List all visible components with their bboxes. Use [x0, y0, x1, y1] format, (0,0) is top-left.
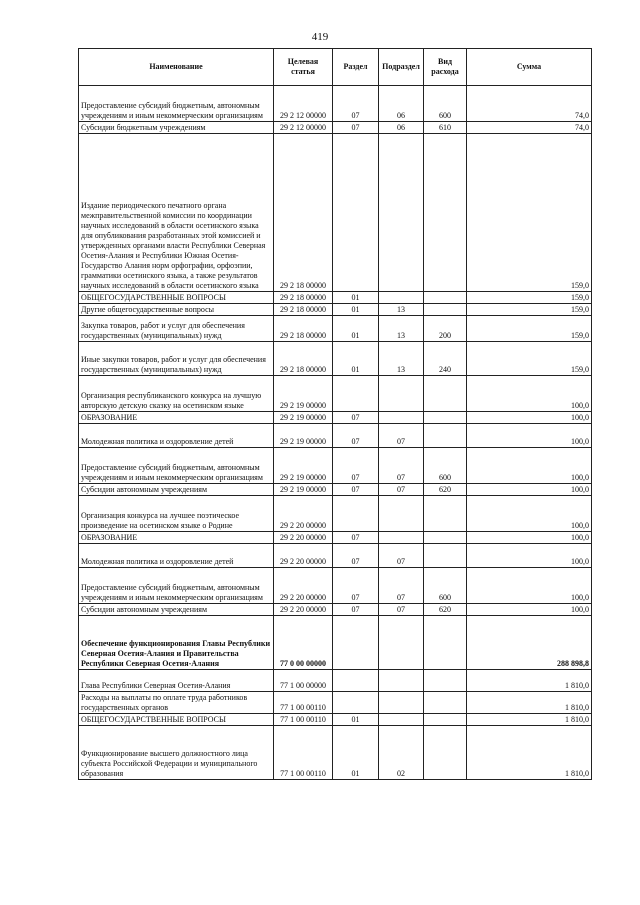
cell-kind — [424, 376, 467, 412]
cell-subsection — [379, 714, 424, 726]
cell-sum: 159,0 — [467, 304, 592, 316]
cell-section — [333, 670, 379, 692]
cell-name: ОБЩЕГОСУДАРСТВЕННЫЕ ВОПРОСЫ — [79, 292, 274, 304]
cell-section: 07 — [333, 484, 379, 496]
cell-name: Субсидии бюджетным учреждениям — [79, 122, 274, 134]
cell-section: 07 — [333, 568, 379, 604]
cell-name: Организация конкурса на лучшее поэтическое произведение на осетинском языке о Родине — [79, 496, 274, 532]
table-row — [79, 412, 592, 424]
cell-name: ОБЩЕГОСУДАРСТВЕННЫЕ ВОПРОСЫ — [79, 714, 274, 726]
header-subsection: Подраздел — [379, 49, 424, 86]
cell-target-code: 29 2 19 00000 — [274, 424, 333, 448]
cell-section: 01 — [333, 726, 379, 780]
cell-target-code: 29 2 18 00000 — [274, 342, 333, 376]
cell-section: 07 — [333, 122, 379, 134]
table-row — [79, 122, 592, 134]
cell-name: Глава Республики Северная Осетия-Алания — [79, 670, 274, 692]
cell-sum: 159,0 — [467, 292, 592, 304]
cell-kind: 240 — [424, 342, 467, 376]
cell-section: 07 — [333, 412, 379, 424]
cell-subsection — [379, 692, 424, 714]
table-row — [79, 568, 592, 604]
cell-target-code: 29 2 18 00000 — [274, 134, 333, 292]
table-row — [79, 544, 592, 568]
cell-section: 07 — [333, 448, 379, 484]
cell-kind — [424, 292, 467, 304]
cell-target-code: 29 2 19 00000 — [274, 484, 333, 496]
cell-kind: 600 — [424, 568, 467, 604]
cell-sum: 100,0 — [467, 568, 592, 604]
table-row — [79, 316, 592, 342]
cell-target-code: 29 2 18 00000 — [274, 316, 333, 342]
budget-table — [78, 48, 592, 780]
cell-target-code: 29 2 18 00000 — [274, 304, 333, 316]
cell-sum: 159,0 — [467, 316, 592, 342]
cell-name: Предоставление субсидий бюджетным, автономным учреждениям и иным некоммерческим организациям — [79, 568, 274, 604]
cell-section: 01 — [333, 304, 379, 316]
cell-subsection: 06 — [379, 86, 424, 122]
header-sum: Сумма — [467, 49, 592, 86]
cell-subsection: 07 — [379, 424, 424, 448]
cell-sum: 100,0 — [467, 412, 592, 424]
cell-name: Предоставление субсидий бюджетным, автономным учреждениям и иным некоммерческим организациям — [79, 448, 274, 484]
cell-sum: 100,0 — [467, 448, 592, 484]
cell-subsection: 13 — [379, 316, 424, 342]
cell-sum: 288 898,8 — [467, 616, 592, 670]
cell-name: Издание периодического печатного органа межправительственной комиссии по координации научных исследований в области осетинского языка для опубликования разработанных этой комиссией и утвержденных органами власти Республики Северная Осетия-Алания и Республики Южная Осетия-Государство Алания норм орфографии, орфоэпии, грамматики осетинского языка, а также результатов научных исследований в области осетинского языка — [79, 134, 274, 292]
header-kind: Вид расхода — [424, 49, 467, 86]
cell-target-code: 77 1 00 00110 — [274, 714, 333, 726]
cell-subsection — [379, 134, 424, 292]
cell-section: 07 — [333, 532, 379, 544]
page-number: 419 — [311, 31, 329, 43]
table-row — [79, 532, 592, 544]
cell-kind — [424, 496, 467, 532]
cell-subsection: 07 — [379, 544, 424, 568]
cell-kind — [424, 544, 467, 568]
table-row — [79, 496, 592, 532]
cell-sum: 74,0 — [467, 86, 592, 122]
cell-name: Закупка товаров, работ и услуг для обеспечения государственных (муниципальных) нужд — [79, 316, 274, 342]
cell-subsection — [379, 496, 424, 532]
cell-subsection — [379, 532, 424, 544]
cell-sum: 1 810,0 — [467, 692, 592, 714]
cell-sum: 1 810,0 — [467, 726, 592, 780]
cell-sum: 159,0 — [467, 134, 592, 292]
cell-subsection: 06 — [379, 122, 424, 134]
cell-sum: 100,0 — [467, 604, 592, 616]
cell-sum: 159,0 — [467, 342, 592, 376]
cell-target-code: 29 2 12 00000 — [274, 122, 333, 134]
cell-section: 01 — [333, 342, 379, 376]
table-row — [79, 376, 592, 412]
cell-name: Молодежная политика и оздоровление детей — [79, 544, 274, 568]
cell-name: ОБРАЗОВАНИЕ — [79, 532, 274, 544]
cell-section: 07 — [333, 544, 379, 568]
cell-kind — [424, 714, 467, 726]
cell-kind — [424, 726, 467, 780]
cell-name: Другие общегосударственные вопросы — [79, 304, 274, 316]
table-header-row — [79, 49, 592, 86]
cell-sum: 100,0 — [467, 532, 592, 544]
cell-kind — [424, 304, 467, 316]
cell-section — [333, 496, 379, 532]
table-row — [79, 292, 592, 304]
table-row — [79, 692, 592, 714]
cell-section — [333, 376, 379, 412]
header-target: Целевая статья — [274, 49, 333, 86]
cell-name: Предоставление субсидий бюджетным, автономным учреждениям и иным некоммерческим организациям — [79, 86, 274, 122]
cell-sum: 100,0 — [467, 544, 592, 568]
cell-target-code: 29 2 20 00000 — [274, 532, 333, 544]
cell-section: 01 — [333, 316, 379, 342]
cell-kind: 200 — [424, 316, 467, 342]
cell-section: 07 — [333, 424, 379, 448]
cell-section: 01 — [333, 714, 379, 726]
cell-subsection — [379, 376, 424, 412]
table-row — [79, 714, 592, 726]
cell-kind — [424, 134, 467, 292]
cell-section — [333, 616, 379, 670]
cell-subsection: 13 — [379, 304, 424, 316]
cell-kind — [424, 412, 467, 424]
table-row — [79, 424, 592, 448]
cell-subsection: 02 — [379, 726, 424, 780]
cell-section — [333, 134, 379, 292]
cell-name: Иные закупки товаров, работ и услуг для обеспечения государственных (муниципальных) нужд — [79, 342, 274, 376]
cell-target-code: 29 2 19 00000 — [274, 448, 333, 484]
table-row — [79, 670, 592, 692]
cell-sum: 100,0 — [467, 496, 592, 532]
cell-target-code: 29 2 20 00000 — [274, 496, 333, 532]
cell-subsection — [379, 616, 424, 670]
cell-target-code: 77 1 00 00110 — [274, 692, 333, 714]
cell-kind — [424, 424, 467, 448]
header-name: Наименование — [79, 49, 274, 86]
cell-sum: 100,0 — [467, 484, 592, 496]
cell-kind — [424, 692, 467, 714]
cell-subsection: 07 — [379, 604, 424, 616]
cell-name: Расходы на выплаты по оплате труда работников государственных органов — [79, 692, 274, 714]
table-row — [79, 304, 592, 316]
cell-sum: 74,0 — [467, 122, 592, 134]
table-row — [79, 448, 592, 484]
cell-subsection: 07 — [379, 568, 424, 604]
cell-name: Обеспечение функционирования Главы Республики Северная Осетия-Алания и Правительства Республики Северная Осетия-Алания — [79, 616, 274, 670]
cell-name: ОБРАЗОВАНИЕ — [79, 412, 274, 424]
cell-target-code: 29 2 20 00000 — [274, 544, 333, 568]
header-section: Раздел — [333, 49, 379, 86]
cell-section — [333, 692, 379, 714]
cell-section: 07 — [333, 86, 379, 122]
table-row — [79, 484, 592, 496]
cell-subsection: 07 — [379, 484, 424, 496]
cell-kind — [424, 532, 467, 544]
cell-kind — [424, 616, 467, 670]
cell-sum: 1 810,0 — [467, 670, 592, 692]
cell-target-code: 29 2 20 00000 — [274, 568, 333, 604]
table-row — [79, 604, 592, 616]
cell-kind: 620 — [424, 604, 467, 616]
table-row — [79, 342, 592, 376]
cell-target-code: 29 2 12 00000 — [274, 86, 333, 122]
cell-kind — [424, 670, 467, 692]
cell-target-code: 29 2 19 00000 — [274, 412, 333, 424]
table-row — [79, 726, 592, 780]
cell-target-code: 29 2 20 00000 — [274, 604, 333, 616]
cell-section: 07 — [333, 604, 379, 616]
cell-subsection: 13 — [379, 342, 424, 376]
cell-subsection — [379, 292, 424, 304]
cell-target-code: 77 0 00 00000 — [274, 616, 333, 670]
cell-kind: 620 — [424, 484, 467, 496]
table-row — [79, 134, 592, 292]
table-row — [79, 616, 592, 670]
cell-subsection — [379, 412, 424, 424]
table-row — [79, 86, 592, 122]
cell-target-code: 29 2 18 00000 — [274, 292, 333, 304]
cell-name: Субсидии автономным учреждениям — [79, 484, 274, 496]
cell-name: Субсидии автономным учреждениям — [79, 604, 274, 616]
cell-sum: 1 810,0 — [467, 714, 592, 726]
cell-target-code: 77 1 00 00110 — [274, 726, 333, 780]
cell-kind: 600 — [424, 448, 467, 484]
cell-name: Молодежная политика и оздоровление детей — [79, 424, 274, 448]
cell-sum: 100,0 — [467, 376, 592, 412]
cell-target-code: 77 1 00 00000 — [274, 670, 333, 692]
cell-subsection: 07 — [379, 448, 424, 484]
cell-section: 01 — [333, 292, 379, 304]
cell-name: Функционирование высшего должностного лица субъекта Российской Федерации и муниципального образования — [79, 726, 274, 780]
cell-sum: 100,0 — [467, 424, 592, 448]
cell-subsection — [379, 670, 424, 692]
cell-name: Организация республиканского конкурса на лучшую авторскую детскую сказку на осетинском языке — [79, 376, 274, 412]
cell-kind: 610 — [424, 122, 467, 134]
cell-target-code: 29 2 19 00000 — [274, 376, 333, 412]
cell-kind: 600 — [424, 86, 467, 122]
